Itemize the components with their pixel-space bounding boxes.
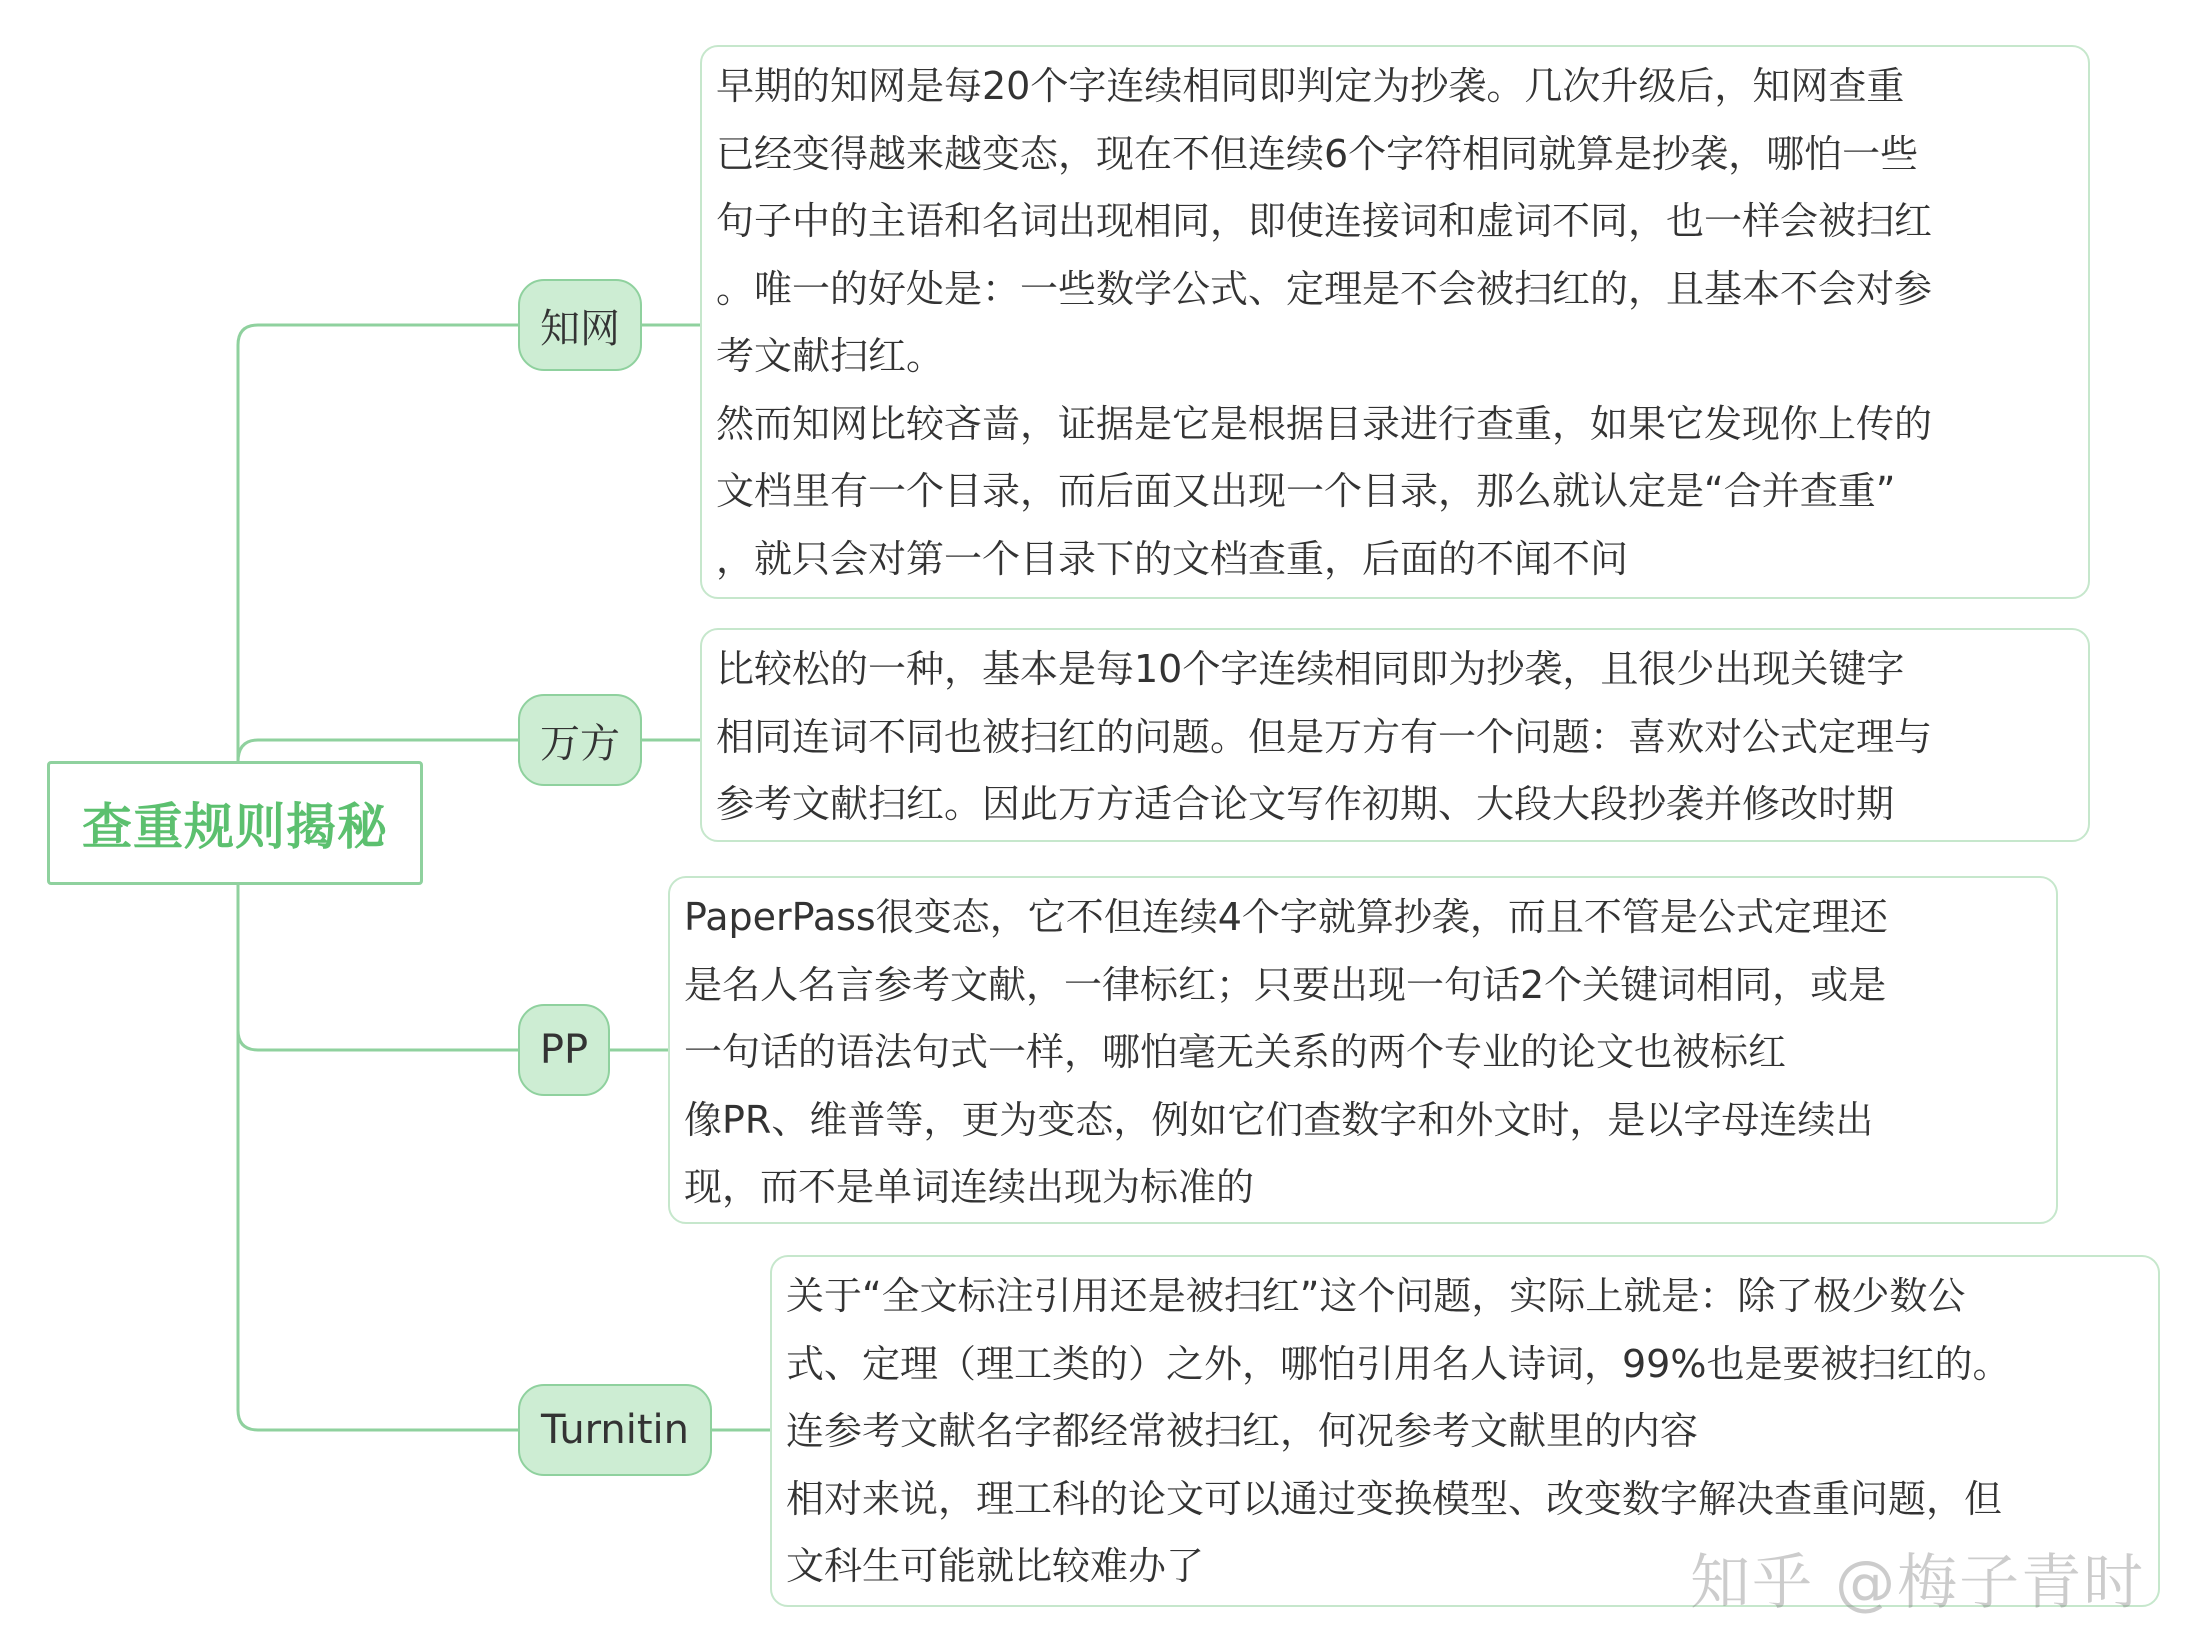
trunk-line-lower <box>238 885 518 1430</box>
leaf-line: 式、定理（理工类的）之外，哪怕引用名人诗词，99%也是要被扫红的。 <box>786 1341 2011 1386</box>
leaf-wanfang[interactable] <box>700 628 2090 842</box>
branch-label: 万方 <box>540 720 620 767</box>
leaf-line: 早期的知网是每20个字连续相同即判定为抄袭。几次升级后，知网查重 <box>716 64 1905 108</box>
branch-turnitin[interactable] <box>518 1384 712 1476</box>
leaf-line: 文档里有一个目录，而后面又出现一个目录，那么就认定是“合并查重” <box>716 469 1896 513</box>
leaf-line: 相同连词不同也被扫红的问题。但是万方有一个问题：喜欢对公式定理与 <box>716 714 1933 759</box>
leaf-line: PaperPass很变态，它不但连续4个字就算抄袭，而且不管是公式定理还 <box>684 895 1888 939</box>
leaf-line: 文科生可能就比较难办了 <box>786 1544 1205 1588</box>
leaf-line: 像PR、维普等，更为变态，例如它们查数字和外文时，是以字母连续出 <box>684 1097 1874 1142</box>
leaf-line: 考文献扫红。 <box>716 334 945 378</box>
leaf-line: 已经变得越来越变态，现在不但连续6个字符相同就算是抄袭，哪怕一些 <box>716 131 1919 176</box>
watermark: 知乎 @梅子青时 <box>1690 1548 2146 1618</box>
connector-wanfang <box>238 740 518 762</box>
leaf-line: 参考文献扫红。因此万方适合论文写作初期、大段大段抄袭并修改时期 <box>716 782 1895 826</box>
root-topic[interactable] <box>47 761 423 885</box>
leaf-line: 现，而不是单词连续出现为标准的 <box>684 1165 1255 1209</box>
connector-pp <box>238 885 518 1050</box>
branch-label: PP <box>539 1027 589 1073</box>
leaf-line: 句子中的主语和名词出现相同，即使连接词和虚词不同，也一样会被扫红 <box>716 199 1933 243</box>
leaf-zhiwang[interactable] <box>700 45 2090 599</box>
leaf-line: 。唯一的好处是：一些数学公式、定理是不会被扫红的，且基本不会对参 <box>716 266 1933 311</box>
branch-label: Turnitin <box>540 1407 690 1453</box>
leaf-line: 相对来说，理工科的论文可以通过变换模型、改变数字解决查重问题，但 <box>786 1476 2003 1521</box>
leaf-line: 关于“全文标注引用还是被扫红”这个问题，实际上就是：除了极少数公 <box>786 1274 1966 1318</box>
root-title: 查重规则揭秘 <box>82 798 388 856</box>
branch-wanfang[interactable] <box>518 694 642 786</box>
leaf-line: 然而知网比较吝啬，证据是它是根据目录进行查重，如果它发现你上传的 <box>716 401 1933 446</box>
leaf-pp[interactable] <box>668 876 2058 1224</box>
branch-label: 知网 <box>540 305 620 352</box>
trunk-line <box>238 325 518 761</box>
leaf-line: 比较松的一种，基本是每10个字连续相同即为抄袭，且很少出现关键字 <box>716 647 1905 691</box>
leaf-line: ，就只会对第一个目录下的文档查重，后面的不闻不问 <box>716 536 1629 581</box>
branch-pp[interactable] <box>518 1004 610 1096</box>
leaf-line: 一句话的语法句式一样，哪怕毫无关系的两个专业的论文也被标红 <box>684 1030 1787 1074</box>
leaf-line: 是名人名言参考文献，一律标红；只要出现一句话2个关键词相同，或是 <box>684 962 1887 1007</box>
branch-zhiwang[interactable] <box>518 279 642 371</box>
leaf-line: 连参考文献名字都经常被扫红，何况参考文献里的内容 <box>786 1409 1699 1453</box>
